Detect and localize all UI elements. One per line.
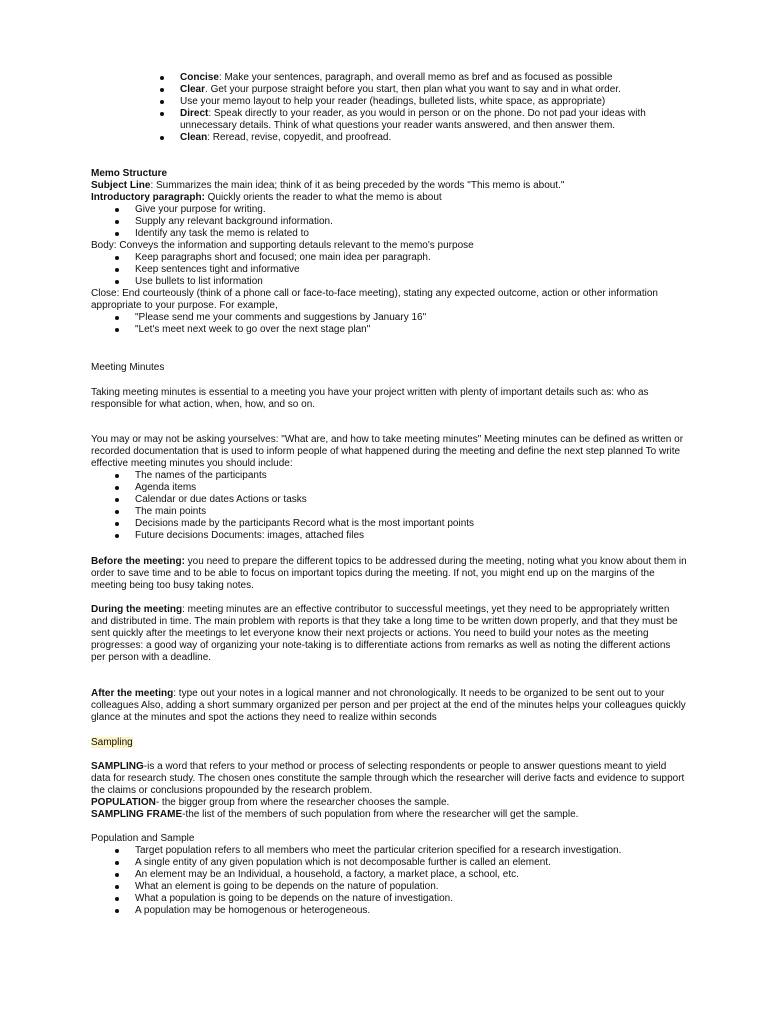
sampling-frame-definition [91, 809, 687, 821]
sampling-frame-text: -the list of the members of such population from where the researcher will get the sample. [182, 809, 579, 820]
meeting-intro-line: Taking meeting minutes is essential to a meeting you have your project written with plenty of important details such as: who as [91, 387, 649, 398]
list-item [91, 108, 687, 132]
sampling-label: SAMPLING [91, 761, 144, 772]
meeting-definition-paragraph: You may or may not be asking yourselves: "What are, and how to take meeting minutes" Meeting minutes can be defined as written or recorded documentation that is used to inform people of what happened during the meeting and define the next step planned To write effective meeting minutes you should include: [91, 434, 684, 469]
before-meeting-text: you need to prepare the different topics to be addressed during the meeting, noting what you know about them in order to save time and to be able to focus on important topics during the meeting. If not, you might end up on the margins of the meeting being too busy taking notes. [91, 556, 687, 591]
meeting-intro-line: responsible for what action, when, how, and so on. [91, 399, 316, 410]
subject-line-label: Subject Line [91, 180, 151, 191]
list-item: What an element is going to be depends on the nature of population. [91, 881, 687, 893]
memo-tips-list [91, 72, 687, 144]
during-meeting-label: During the meeting [91, 604, 183, 615]
after-meeting-paragraph [91, 688, 687, 724]
list-item: Supply any relevant background information. [91, 216, 687, 228]
list-item [91, 132, 687, 144]
list-item: Give your purpose for writing. [91, 204, 687, 216]
sampling-text: -is a word that refers to your method or process of selecting respondents or people to answer questions meant to yield data for research study. The chosen ones constitute the sample through which the researcher will derive facts and evidence to support the claims or conclusions propounded by the research problem. [91, 761, 685, 796]
list-item [91, 96, 687, 108]
list-item: A population may be homogenous or heterogeneous. [91, 905, 687, 917]
population-text: - the bigger group from where the researcher chooses the sample. [155, 797, 450, 808]
list-item: "Please send me your comments and suggestions by January 16" [91, 312, 687, 324]
population-sample-heading: Population and Sample [91, 833, 195, 844]
tip-term: Clean [180, 132, 208, 143]
during-meeting-text: and distributed in time. The main problem with reports is that they take a long time to be written down properly, and that they must be sent quickly after the meetings to let everyone know their next projects or actions. You need to build your notes as the meeting progresses: a good way of organizing your note-taking is to differentiate actions from remarks as well as noting the different actions per person with a deadline. [91, 616, 678, 663]
memo-structure-section [91, 168, 687, 336]
tip-text: : Speak directly to your reader, as you would in person or on the phone. Do not pad your ideas with unnecessary details. Think of what questions your reader wants answered, and then answer them. [180, 108, 646, 131]
list-item: Future decisions Documents: images, attached files [91, 530, 687, 542]
intro-label: Introductory paragraph: [91, 192, 205, 203]
tip-term: Clear [180, 84, 206, 95]
list-item: Decisions made by the participants Record what is the most important points [91, 518, 687, 530]
tip-text: : Make your sentences, paragraph, and overall memo as bref and as focused as possible [218, 72, 613, 83]
list-item: Identify any task the memo is related to [91, 228, 687, 240]
list-item: An element may be an Individual, a household, a factory, a market place, a school, etc. [91, 869, 687, 881]
memo-tips-section [91, 72, 687, 144]
population-sample-section [91, 833, 687, 917]
list-item: A single entity of any given population which is not decomposable further is called an element. [91, 857, 687, 869]
list-item: Keep paragraphs short and focused; one main idea per paragraph. [91, 252, 687, 264]
body-paragraph: Body: Conveys the information and supporting detauls relevant to the memo's purpose [91, 240, 474, 251]
subject-line-paragraph [91, 180, 687, 192]
body-list [91, 252, 687, 288]
list-item: "Let's meet next week to go over the next stage plan" [91, 324, 687, 336]
list-item [91, 84, 687, 96]
list-item: Calendar or due dates Actions or tasks [91, 494, 687, 506]
before-meeting-label: Before the meeting: [91, 556, 185, 567]
memo-structure-heading: Memo Structure [91, 168, 168, 179]
tip-text: Use your memo layout to help your reader (headings, bulleted lists, white space, as appropriate) [180, 96, 606, 107]
after-meeting-text: : type out your notes in a logical manner and not chronologically. It needs to be organized to be sent out to your colleagues Also, adding a short summary organized per person and per project at the end of the minutes helps your colleagues quickly glance at the minutes and spot the actions they need to realize within seconds [91, 688, 686, 723]
close-list [91, 312, 687, 336]
meeting-minutes-heading: Meeting Minutes [91, 362, 165, 373]
after-meeting-label: After the meeting [91, 688, 174, 699]
intro-list [91, 204, 687, 240]
list-item: Agenda items [91, 482, 687, 494]
meeting-items-list [91, 470, 687, 542]
sampling-definitions-section [91, 761, 687, 821]
tip-text: . Get your purpose straight before you start, then plan what you want to say and in what order. [205, 84, 621, 95]
meeting-intro-section [91, 387, 687, 411]
before-meeting-paragraph [91, 556, 687, 592]
list-item: Keep sentences tight and informative [91, 264, 687, 276]
tip-term: Direct [180, 108, 209, 119]
tip-text: : Reread, revise, copyedit, and proofread. [207, 132, 392, 143]
sampling-definition [91, 761, 687, 797]
sampling-heading: Sampling [91, 737, 133, 748]
sampling-heading-row [91, 737, 687, 749]
subject-line-text: : Summarizes the main idea; think of it as being preceded by the words "This memo is about." [150, 180, 565, 191]
population-definition [91, 797, 687, 809]
list-item: The names of the participants [91, 470, 687, 482]
list-item: Use bullets to list information [91, 276, 687, 288]
during-meeting-text: : meeting minutes are an effective contributor to successful meetings, yet they need to be appropriately written [182, 604, 670, 615]
population-label: POPULATION [91, 797, 156, 808]
meeting-definition-section [91, 434, 687, 542]
list-item [91, 72, 687, 84]
intro-paragraph [91, 192, 687, 204]
list-item: What a population is going to be depends on the nature of investigation. [91, 893, 687, 905]
during-meeting-paragraph [91, 604, 687, 664]
sampling-frame-label: SAMPLING FRAME [91, 809, 183, 820]
intro-text: Quickly orients the reader to what the memo is about [204, 192, 442, 203]
list-item: Target population refers to all members who meet the particular criterion specified for a research investigation. [91, 845, 687, 857]
population-sample-list [91, 845, 687, 917]
tip-term: Concise [180, 72, 219, 83]
list-item: The main points [91, 506, 687, 518]
close-paragraph: Close: End courteously (think of a phone call or face-to-face meeting), stating any expected outcome, action or other information appropriate to your purpose. For example, [91, 288, 658, 311]
